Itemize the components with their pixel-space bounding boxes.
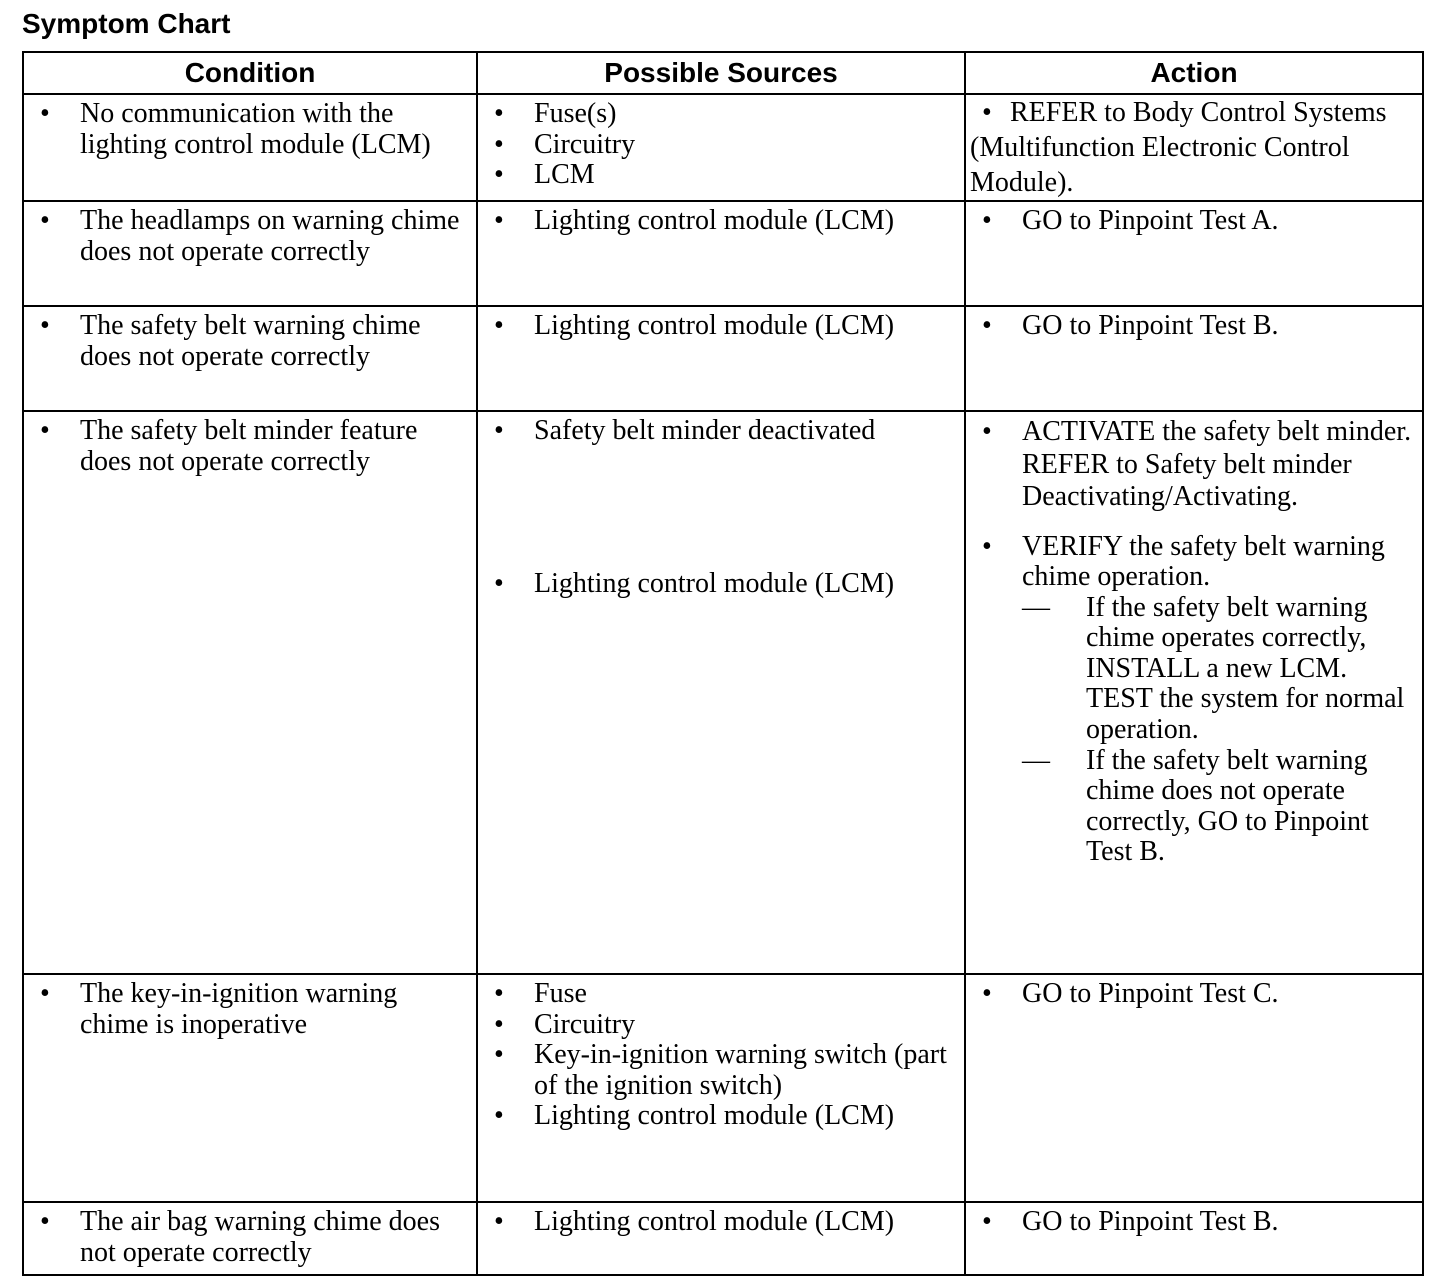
sources-cell [477,201,965,306]
source-item: • Lighting control module (LCM) [482,569,960,600]
table-row [23,94,1423,201]
condition-cell [23,94,477,201]
source-item: • Circuitry [482,1010,960,1041]
table-header-row [23,52,1423,94]
sources-cell [477,411,965,974]
sources-cell [477,94,965,201]
action-item: • GO to Pinpoint Test C. [970,979,1418,1010]
source-item: • Lighting control module (LCM) [482,206,960,237]
table-row [23,306,1423,411]
source-item: • Circuitry [482,130,960,161]
condition-text: • The key-in-ignition warning chime is inoperative [28,979,472,1040]
action-item: • ACTIVATE the safety belt minder. REFER to Safety belt minder Deactivating/Activating. [970,416,1418,514]
sub-action-item: — If the safety belt warning chime does not operate correctly, GO to Pinpoint Test B. [1022,746,1418,868]
action-item [970,532,1418,869]
condition-text: • The safety belt minder feature does not operate correctly [28,416,472,477]
action-cell [965,974,1423,1202]
action-item: • GO to Pinpoint Test B. [970,311,1418,342]
source-item: • Lighting control module (LCM) [482,311,960,342]
sources-cell [477,306,965,411]
action-cell [965,94,1423,201]
action-text: • VERIFY the safety belt warning chime operation. [1022,530,1385,593]
source-item: • Lighting control module (LCM) [482,1207,960,1238]
source-item: • Key-in-ignition warning switch (part of the ignition switch) [482,1040,960,1101]
condition-cell [23,201,477,306]
source-item: • Fuse [482,979,960,1010]
table-row [23,201,1423,306]
symptom-chart-table [22,51,1424,1276]
action-item: • GO to Pinpoint Test A. [970,206,1418,237]
column-header-condition: Condition [23,52,477,94]
source-item: • Safety belt minder deactivated [482,416,960,447]
source-item: • Fuse(s) [482,99,960,130]
action-item: • REFER to Body Control Systems (Multifunction Electronic Control Module). [970,97,1387,198]
condition-text: • The air bag warning chime does not operate correctly [28,1207,472,1268]
sources-cell [477,974,965,1202]
condition-cell [23,411,477,974]
action-text: REFER to Body Control Systems (Multifunction Electronic Control Module). [970,97,1387,198]
sub-action-item: — If the safety belt warning chime operates correctly, INSTALL a new LCM. TEST the system for normal operation. [1022,593,1418,746]
condition-text: • No communication with the lighting control module (LCM) [28,99,472,160]
action-item: • GO to Pinpoint Test B. [970,1207,1418,1238]
condition-text: • The safety belt warning chime does not operate correctly [28,311,472,372]
condition-cell [23,974,477,1202]
table-row [23,1202,1423,1275]
action-cell [965,201,1423,306]
condition-text: • The headlamps on warning chime does not operate correctly [28,206,472,267]
condition-cell [23,306,477,411]
table-row [23,411,1423,974]
page-title: Symptom Chart [22,8,231,39]
table-row [23,974,1423,1202]
column-header-possible-sources: Possible Sources [477,52,965,94]
sources-cell [477,1202,965,1275]
action-cell [965,1202,1423,1275]
source-item: • LCM [482,160,960,191]
action-cell [965,306,1423,411]
source-item: • Lighting control module (LCM) [482,1101,960,1132]
condition-cell [23,1202,477,1275]
action-cell [965,411,1423,974]
column-header-action: Action [965,52,1423,94]
